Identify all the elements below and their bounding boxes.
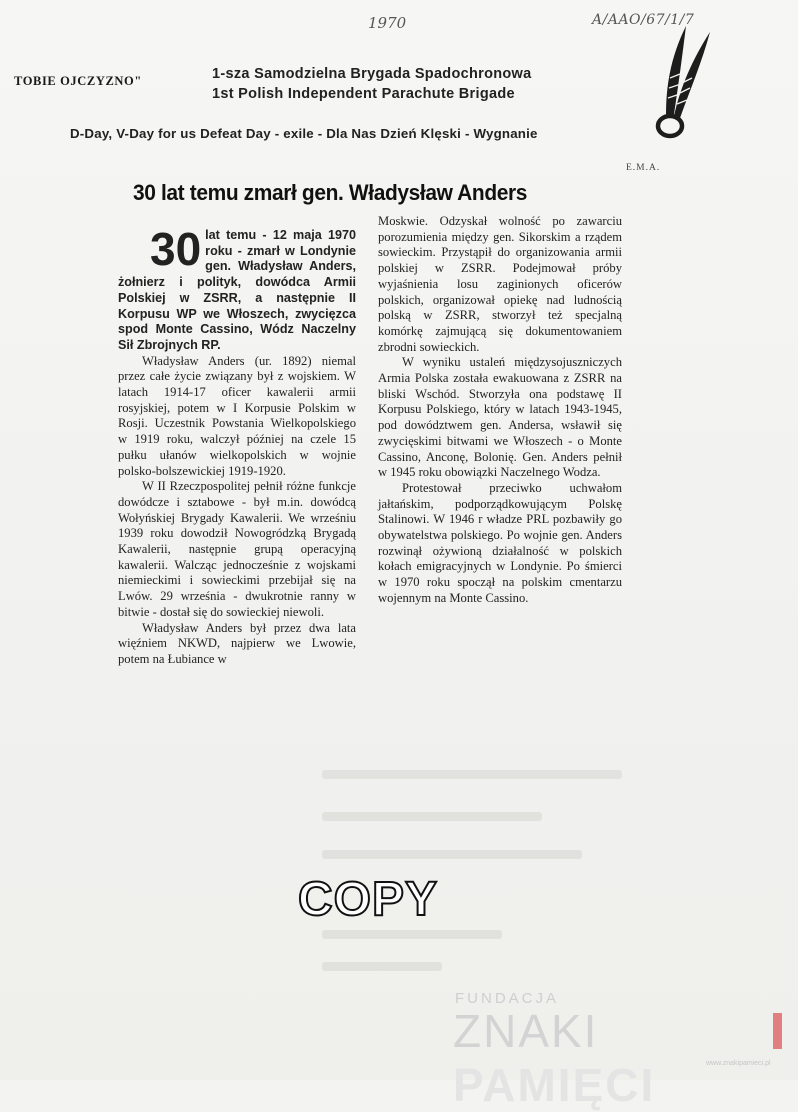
brigade-name-polish: 1-sza Samodzielna Brygada Spadochronowa: [212, 66, 532, 82]
watermark-word-b: PAMIĘCI: [453, 1059, 656, 1111]
watermark-url: www.znakipamieci.pl: [706, 1060, 771, 1067]
watermark-foundation: FUNDACJA: [455, 990, 560, 1007]
initials: E.M.A.: [626, 163, 661, 173]
parachute-brigade-emblem-icon: [636, 18, 714, 146]
watermark-logo: [453, 1004, 798, 1112]
copy-stamp: COPY: [298, 873, 439, 926]
article-paragraph: W II Rzeczpospolitej pełnił różne funkcje dowódcze i sztabowe - był m.in. dowódcą Wołyńskiej Brygady Kawalerii. We wrześniu 1939 roku dowodził Nowogródzką Brygadą Kawalerii, następnie grupą operacyjną kawalerii. Walcząc jednocześnie z wojskami niemieckimi i sowieckimi przebijał się na Lwów. 29 września - dwukrotnie ranny w bitwie - dostał się do sowieckiej niewoli.: [118, 479, 356, 619]
article-column-right: [378, 214, 622, 607]
bleed-through-line: [322, 850, 582, 859]
article-paragraph: Władysław Anders był przez dwa lata więźniem NKWD, najpierw we Lwowie, potem na Łubiance w: [118, 620, 356, 666]
bleed-through-line: [322, 930, 502, 939]
watermark-accent-bar: [773, 1013, 782, 1049]
brigade-name-english: 1st Polish Independent Parachute Brigade: [212, 86, 515, 102]
watermark-word-a: ZNAKI: [453, 1005, 599, 1057]
article-paragraph: Protestował przeciwko uchwałom jałtańskim, podporządkowującym Polskę Stalinowi. W 1946 r władze PRL pozbawiły go obywatelstwa polskiego. Po wojnie gen. Anders rozwinął ożywioną działalność w polskich kołach emigracyjnych w Londynie. Po śmierci w 1970 roku spoczął na polskim cmentarzu wojennym na Monte Cassino.: [378, 480, 622, 605]
drop-cap: 30: [150, 223, 202, 275]
article-paragraph: W wyniku ustaleń międzysojuszniczych Armia Polska została ewakuowana z ZSRR na bliski Wschód. Stworzyła ona podstawę II Korpusu Polskiego, który w latach 1943-1945, pod dowództwem gen. Andersa, wsławił się zwycięskimi bitwami we Włoszech - o Monte Cassino, Anconę, Bolonię. Gen. Anders pełnił w 1945 roku obowiązki Naczelnego Wodza.: [378, 355, 622, 480]
bleed-through-line: [322, 962, 442, 971]
bleed-through-line: [322, 770, 622, 779]
lead-text: lat temu - 12 maja 1970 roku - zmarł w Londynie gen. Władysław Anders, żołnierz i polityk, dowódca Armii Polskiej w ZSRR, a następnie II Korpusu WP we Włoszech, zwycięzca spod Monte Cassino, Wódz Naczelny Sił Zbrojnych RP.: [118, 228, 356, 352]
article-lead: [118, 223, 356, 354]
article-column-left: [118, 223, 356, 668]
dday-slogan: D-Day, V-Day for us Defeat Day - exile - Dla Nas Dzień Klęski - Wygnanie: [70, 126, 538, 141]
motto: TOBIE OJCZYZNO": [14, 74, 142, 88]
handwritten-year: 1970: [368, 14, 407, 32]
article-paragraph: Władysław Anders (ur. 1892) niemal przez całe życie związany był z wojskiem. W latach 1914-17 oficer kawalerii armii rosyjskiej, potem w I Korpusie Polskim w Rosji. Uczestnik Powstania Wielkopolskiego w 1919 roku, walczył później na czele 15 pułku ułanów wielkopolskich w wojnie polsko-bolszewickiej 1919-1920.: [118, 353, 356, 478]
bleed-through-line: [322, 812, 542, 821]
article-paragraph: Moskwie. Odzyskał wolność po zawarciu porozumienia między gen. Sikorskim a rządem sowieckim. Przystąpił do organizowania armii polskiej w ZSRR. Podejmował próby wyjaśnienia losu zaginionych oficerów polskich, organizował opiekę nad ludnością polską w ZSRR, stworzył też specjalną komórkę zajmującą się dokumentowaniem zbrodni sowieckich.: [378, 214, 622, 354]
article-headline: 30 lat temu zmarł gen. Władysław Anders: [133, 180, 528, 205]
handwritten-archive-number: A/AAO/67/1/7: [592, 12, 695, 28]
